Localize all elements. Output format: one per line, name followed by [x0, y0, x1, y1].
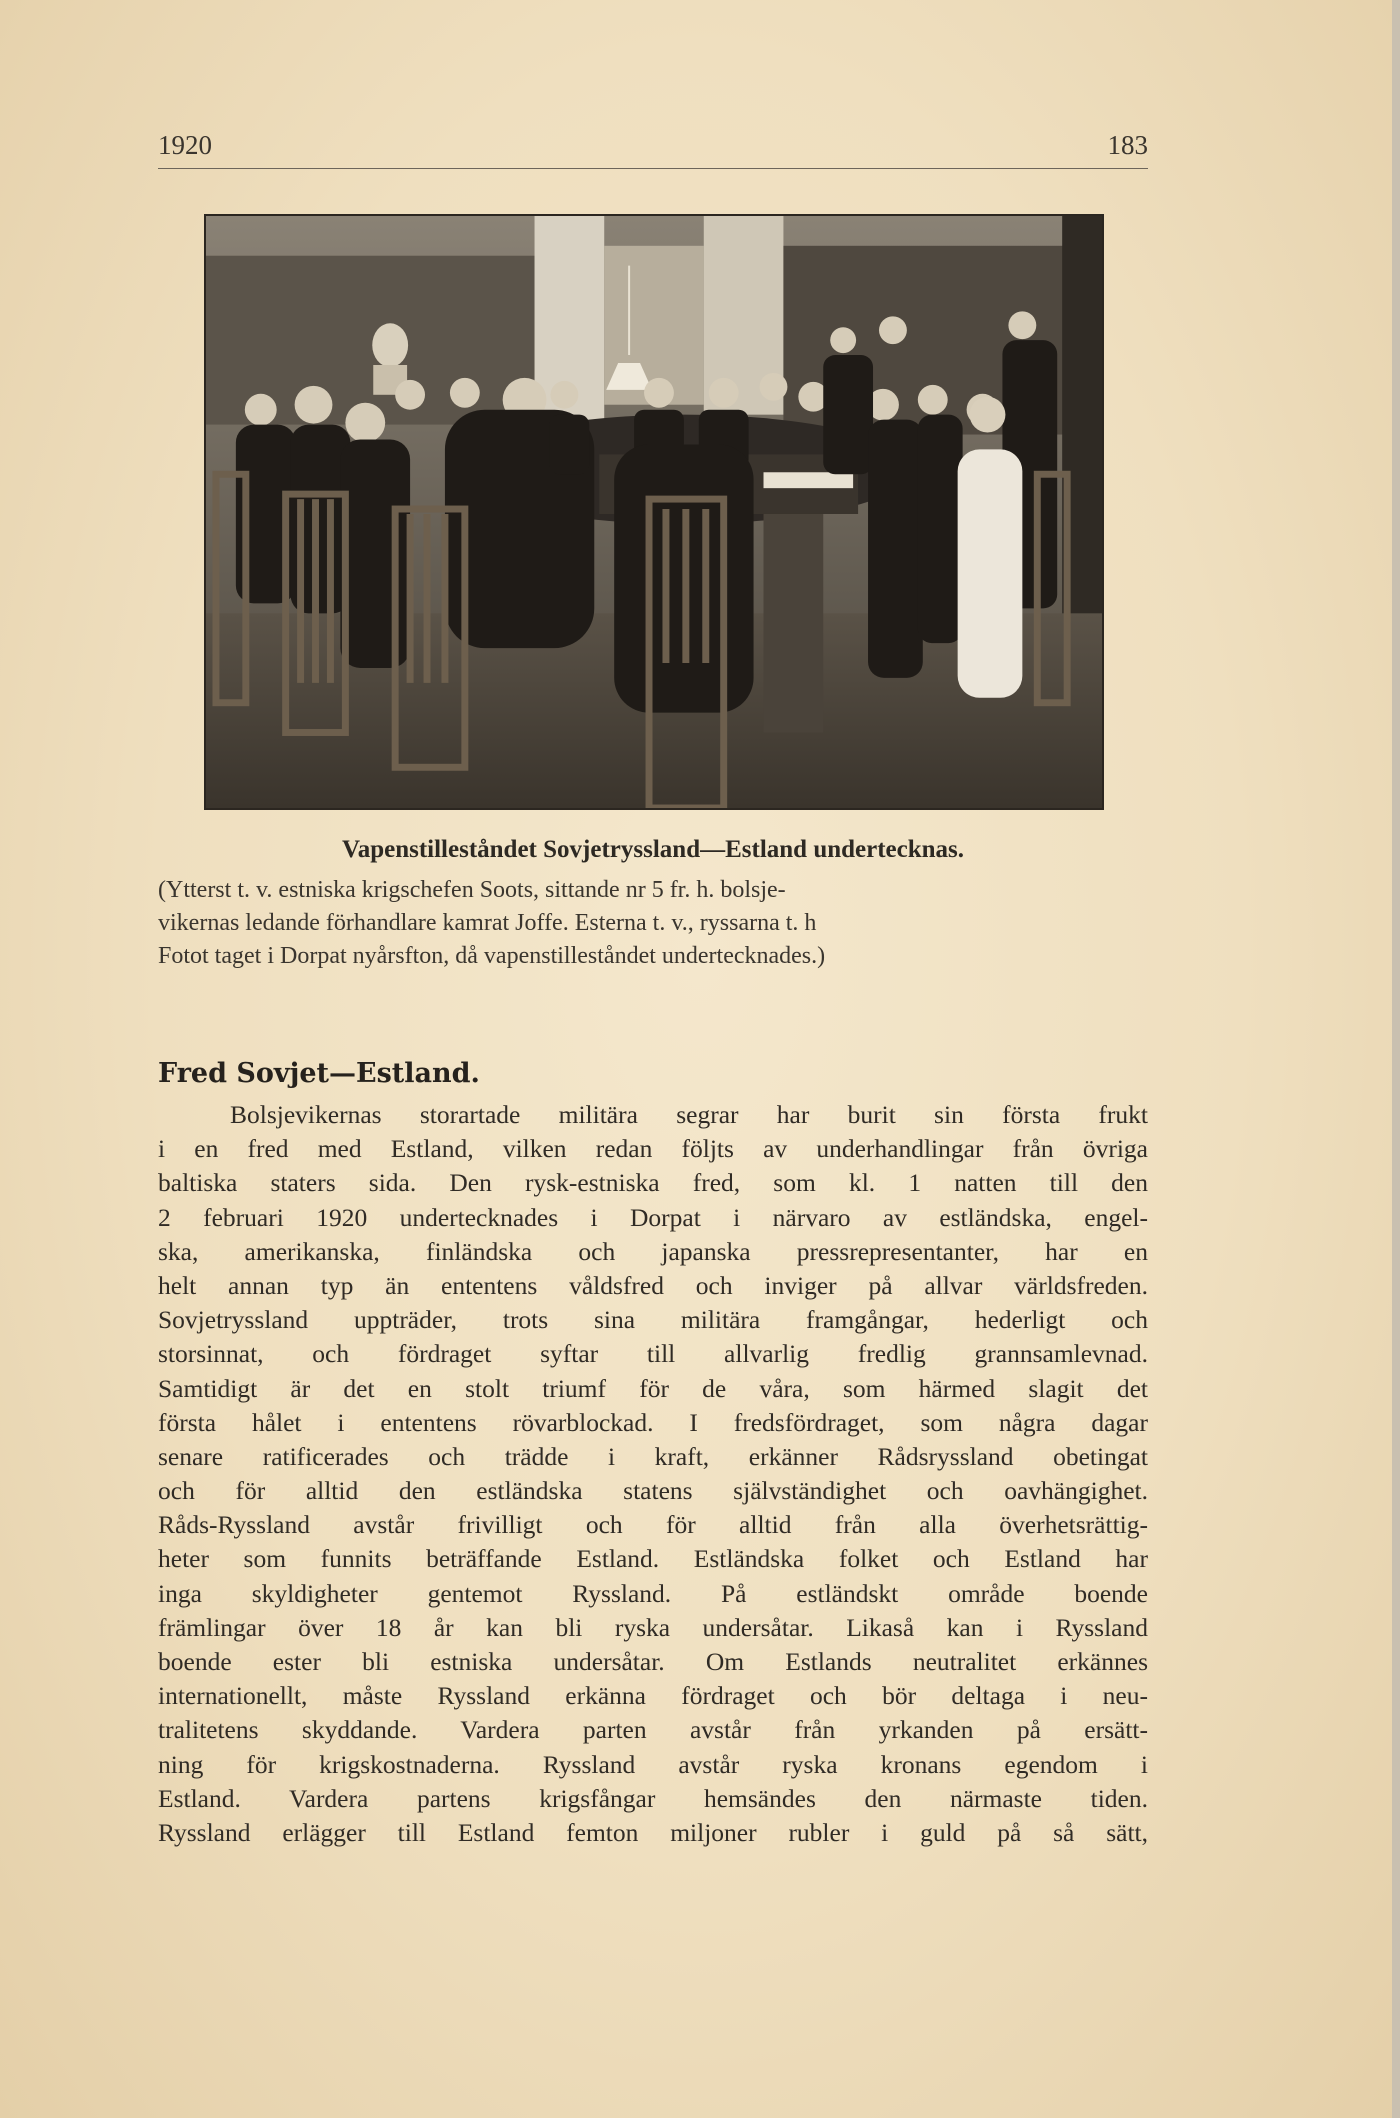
article-line: 2 februari 1920 undertecknades i Dorpat i närvaro av estländska, engel-: [158, 1202, 1148, 1232]
article-line: ska, amerikanska, finländska och japanska pressrepresentanter, har en: [158, 1236, 1148, 1266]
caption-title: Vapenstilleståndet Sovjetryssland—Estland undertecknas.: [341, 836, 965, 863]
article-line: Bolsjevikernas storartade militära segrar har burit sin första frukt: [230, 1100, 1148, 1129]
page-edge: [1392, 0, 1400, 2118]
article-line: Råds-Ryssland avstår frivilligt och för alltid från alla överhetsrättig-: [158, 1510, 1148, 1540]
article-line: och för alltid den estländska statens självständighet och oavhängighet.: [158, 1476, 1148, 1506]
article-line: baltiska staters sida. Den rysk-estniska fred, som kl. 1 natten till den: [158, 1168, 1148, 1198]
running-head: [158, 124, 1148, 169]
article-body: [158, 1098, 1148, 1850]
article-line: Samtidigt är det en stolt triumf för de våra, som härmed slagit det: [158, 1373, 1148, 1403]
article-title: Fred Sovjet—Estland.: [158, 1058, 480, 1089]
article-line: Estland. Vardera partens krigsfångar hemsändes den närmaste tiden.: [158, 1783, 1148, 1813]
article-line: inga skyldigheter gentemot Ryssland. På estländskt område boende: [158, 1578, 1148, 1608]
article-line: första hålet i ententens rövarblockad. I fredsfördraget, som några dagar: [158, 1407, 1148, 1437]
article-line: senare ratificerades och trädde i kraft, erkänner Rådsryssland obetingat: [158, 1441, 1148, 1471]
meeting-photograph: [204, 214, 1104, 810]
article-line: Ryssland erlägger till Estland femton miljoner rubler i guld på så sätt,: [158, 1817, 1148, 1847]
article-line: i en fred med Estland, vilken redan följts av underhandlingar från övriga: [158, 1134, 1148, 1164]
header-year: 1920: [158, 130, 212, 160]
article-line: tralitetens skyddande. Vardera parten avstår från yrkanden på ersätt-: [158, 1715, 1148, 1745]
article-line: heter som funnits beträffande Estland. Estländska folket och Estland har: [158, 1544, 1148, 1574]
article-line: Sovjetryssland uppträder, trots sina militära framgångar, hederligt och: [158, 1305, 1148, 1335]
caption-line: vikernas ledande förhandlare kamrat Joffe. Esterna t. v., ryssarna t. h: [158, 910, 817, 936]
page-number: 183: [1107, 130, 1148, 160]
article-line: främlingar över 18 år kan bli ryska undersåtar. Likaså kan i Ryssland: [158, 1612, 1148, 1642]
article-line: ning för krigskostnaderna. Ryssland avstår ryska kronans egendom i: [158, 1749, 1148, 1779]
article-line: boende ester bli estniska undersåtar. Om Estlands neutralitet erkännes: [158, 1647, 1148, 1676]
caption-line: Fotot taget i Dorpat nyårsfton, då vapenstilleståndet undertecknades.): [158, 943, 826, 969]
article-line: storsinnat, och fördraget syftar till allvarlig fredlig grannsamlevnad.: [158, 1339, 1148, 1369]
article-line: internationellt, måste Ryssland erkänna fördraget och bör deltaga i neu-: [158, 1681, 1148, 1711]
article-line: helt annan typ än ententens våldsfred och inviger på allvar världsfreden.: [158, 1270, 1148, 1300]
caption-body: [158, 874, 1148, 973]
photograph-icon: [206, 216, 1102, 808]
caption-line: (Ytterst t. v. estniska krigschefen Soots, sittande nr 5 fr. h. bolsje-: [158, 877, 786, 903]
